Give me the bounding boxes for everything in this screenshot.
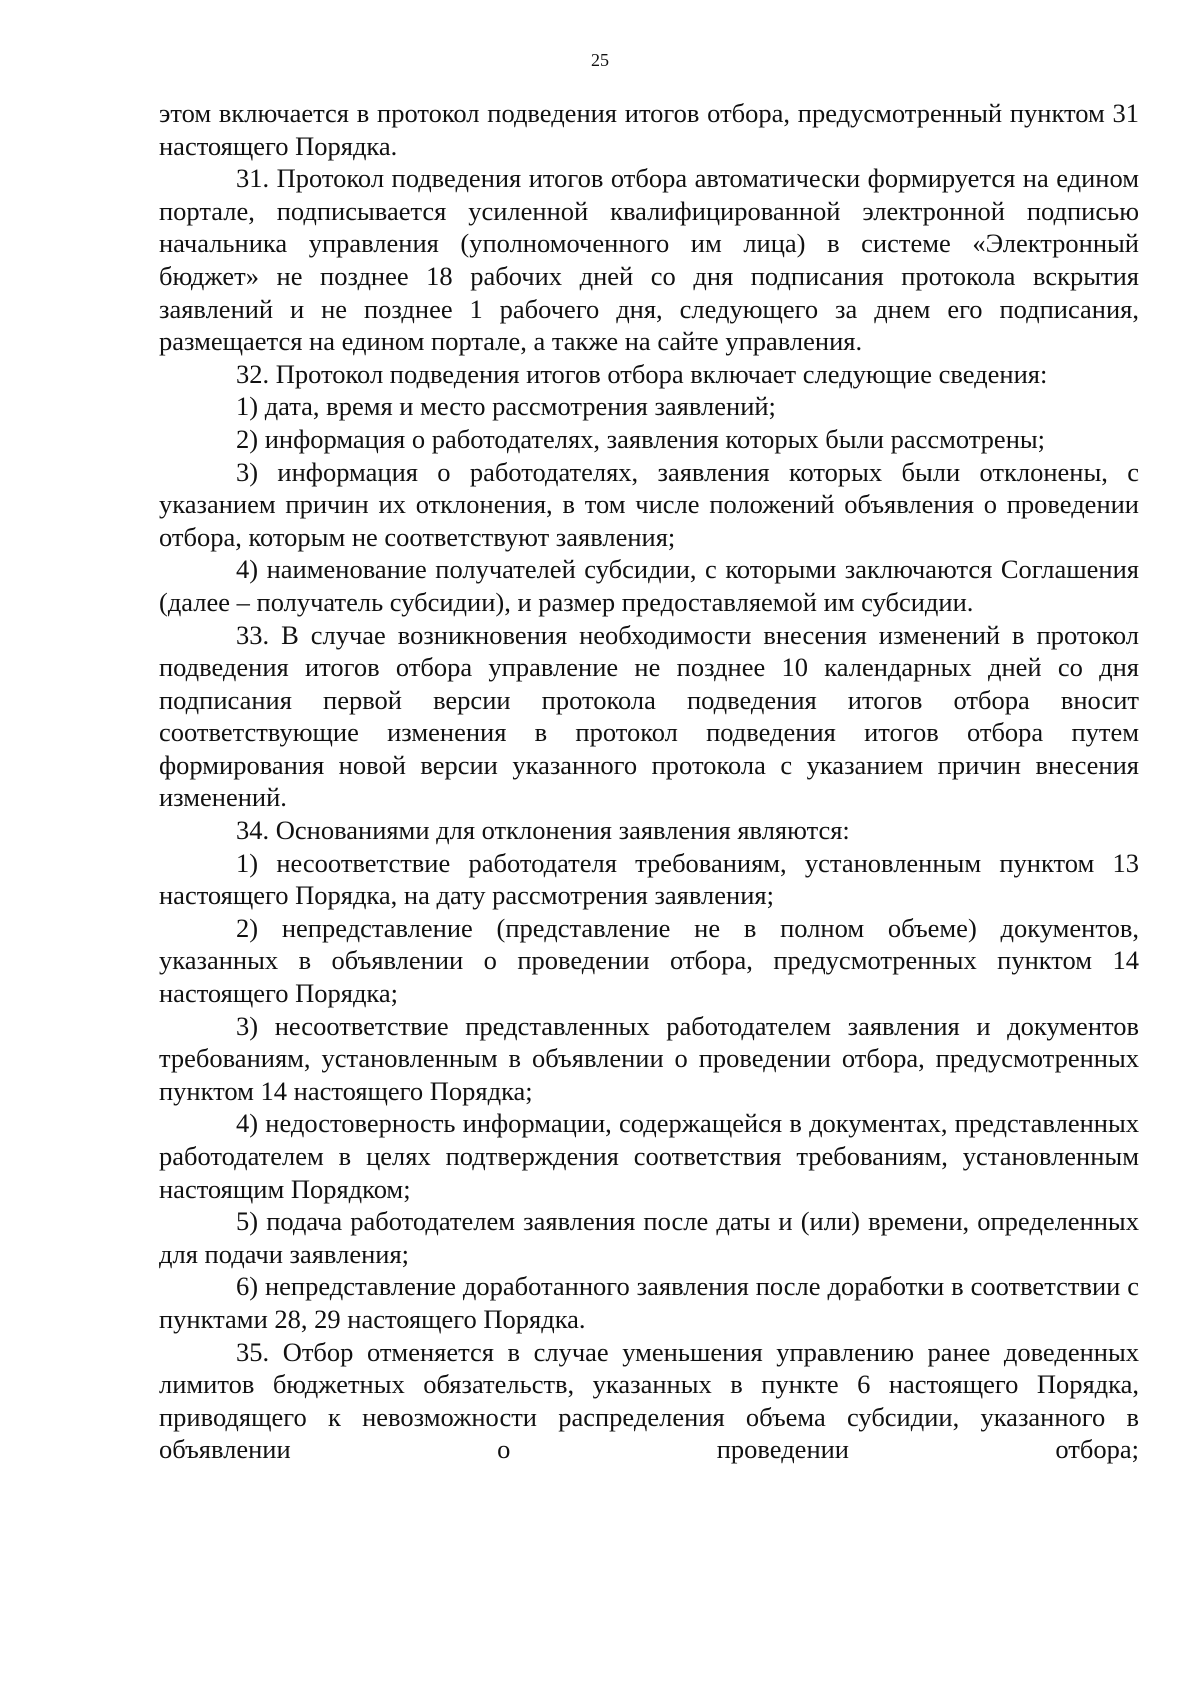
list-item-34-6: 6) непредставление доработанного заявления после доработки в соответствии с пунктами 28, 29 настоящего Порядка.: [159, 1271, 1139, 1334]
paragraph-32: 32. Протокол подведения итогов отбора включает следующие сведения:: [236, 358, 1048, 389]
list-item-32-4: 4) наименование получателей субсидии, с которыми заключаются Соглашения (далее – получатель субсидии), и размер предоставляемой им субсидии.: [159, 554, 1139, 617]
list-item-34-2: 2) непредставление (представление не в полном объеме) документов, указанных в объявлении о проведении отбора, предусмотренных пунктом 14 настоящего Порядка;: [159, 912, 1139, 1009]
list-item-34-4: 4) недостоверность информации, содержащейся в документах, представленных работодателем в целях подтверждения соответствия требованиям, установленным настоящим Порядком;: [159, 1108, 1139, 1204]
list-item-34-3: 3) несоответствие представленных работодателем заявления и документов требованиям, установленным в объявлении о проведении отбора, предусмотренных пунктом 14 настоящего Порядка;: [159, 1010, 1139, 1106]
paragraph-continuation: этом включается в протокол подведения итогов отбора, предусмотренный пунктом 31 настоящего Порядка.: [159, 98, 1139, 161]
paragraph-34: 34. Основаниями для отклонения заявления являются:: [236, 815, 850, 846]
list-item-34-5: 5) подача работодателем заявления после даты и (или) времени, определенных для подачи заявления;: [159, 1206, 1139, 1269]
list-item-32-3: 3) информация о работодателях, заявления которых были отклонены, с указанием причин их отклонения, в том числе положений объявления о проведении отбора, которым не соответствуют заявления;: [159, 456, 1139, 552]
document-body: [159, 97, 1139, 1466]
list-item-34-1: 1) несоответствие работодателя требованиям, установленным пунктом 13 настоящего Порядка, на дату рассмотрения заявления;: [159, 847, 1139, 911]
page-number: 25: [591, 50, 609, 70]
paragraph-33: 33. В случае возникновения необходимости внесения изменений в протокол подведения итогов отбора управление не позднее 10 календарных дней со дня подписания первой версии протокола подведения итогов отбора вносит соответствующие изменения в протокол подведения итогов отбора путем формирования новой версии указанного протокола с указанием причин внесения изменений.: [159, 619, 1139, 813]
paragraph-35: 35. Отбор отменяется в случае уменьшения управлению ранее доведенных лимитов бюджетных обязательств, указанных в пункте 6 настоящего Порядка, приводящего к невозможности распределения объема субсидии, указанного в объявлении о проведении отбора;: [159, 1336, 1139, 1465]
paragraph-31: 31. Протокол подведения итогов отбора автоматически формируется на едином портале, подписывается усиленной квалифицированной электронной подписью начальника управления (уполномоченного им лица) в системе «Электронный бюджет» не позднее 18 рабочих дней со дня подписания протокола вскрытия заявлений и не позднее 1 рабочего дня, следующего за днем его подписания, размещается на едином портале, а также на сайте управления.: [159, 163, 1139, 357]
list-item-32-2: 2) информация о работодателях, заявления которых были рассмотрены;: [236, 423, 1046, 454]
list-item-32-1: 1) дата, время и место рассмотрения заявлений;: [236, 391, 776, 422]
